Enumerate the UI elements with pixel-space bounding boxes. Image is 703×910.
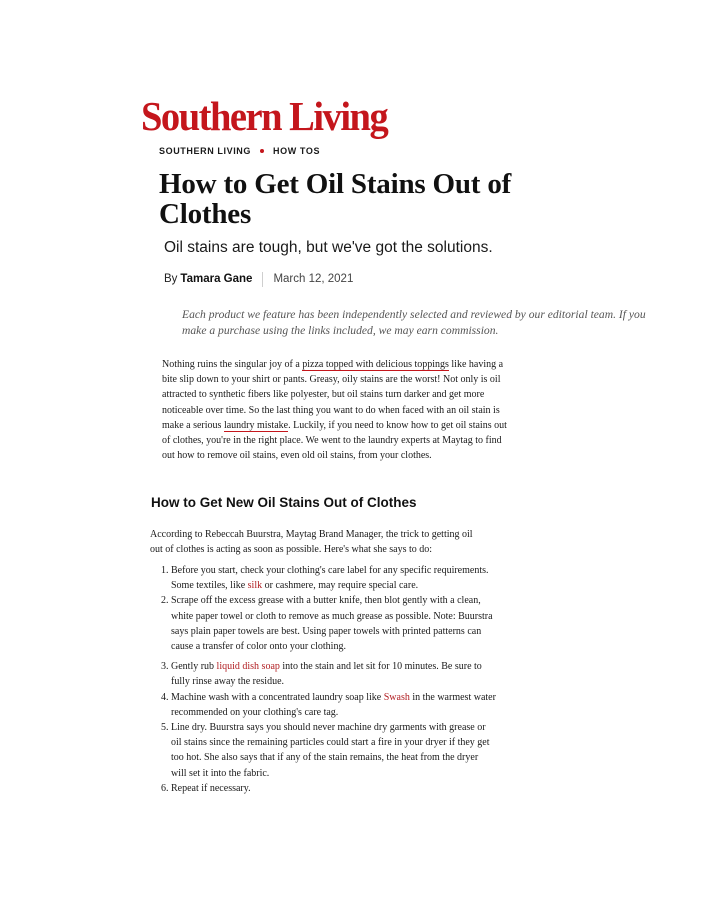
intro-text-1: Nothing ruins the singular joy of a <box>162 359 303 370</box>
step-text: Line dry. Buurstra says you should never machine dry garments with grease or oil stains since the remaining particles could start a fire in your dryer if they get too hot. She also says that if any of the stain remains, the heat from the dryer will set it into the fabric. <box>171 722 490 779</box>
step-text <box>171 659 496 689</box>
list-item <box>161 720 496 781</box>
laundry-mistake-link[interactable]: laundry mistake <box>223 419 289 431</box>
list-item <box>161 563 496 593</box>
list-item <box>161 690 496 720</box>
intro-paragraph <box>162 357 507 463</box>
step-text-after: or cashmere, may require special care. <box>262 580 419 592</box>
step-text: Repeat if necessary. <box>171 782 251 794</box>
intro-text-2: like having a bite slip down to your shirt or pants. Greasy, oily stains are the worst! Not only is oil attracted to synthetic fibers like polyester, but oil stains turn darker and get more noticeable over time. So the last thing you want to do when faced with an oil stain is make a serious <box>162 359 504 431</box>
step-number: 1. <box>161 565 169 576</box>
step-text-after: in the warmest water recommended on your clothing's care tag. <box>171 691 496 718</box>
step-text <box>171 563 496 593</box>
publish-date: March 12, 2021 <box>273 273 354 285</box>
intro-text-3: . Luckily, if you need to know how to get oil stains out of clothes, you're in the right place. We went to the laundry experts at Maytag to find out how to remove oil stains, even old oil stains, from your clothes. <box>162 419 507 462</box>
breadcrumb-item-how-tos[interactable]: HOW TOS <box>273 146 321 156</box>
affiliate-disclaimer: Each product we feature has been independently selected and reviewed by our editorial team. If you make a purchase using the links included, we may earn commission. <box>182 308 646 337</box>
step-text-after: into the stain and let sit for 10 minutes. Be sure to fully rinse away the residue. <box>171 661 482 688</box>
list-item <box>161 781 496 796</box>
breadcrumb <box>159 144 320 158</box>
section-intro-paragraph: According to Rebeccah Buurstra, Maytag Brand Manager, the trick to getting oil out of clothes is acting as soon as possible. Here's what she says to do: <box>150 529 473 556</box>
byline <box>164 271 353 287</box>
step-number: 2. <box>161 595 169 607</box>
author-link[interactable]: Tamara Gane <box>180 273 253 285</box>
step-text-before: Machine wash with a concentrated laundry soap like <box>171 691 384 703</box>
breadcrumb-item-southern-living[interactable]: SOUTHERN LIVING <box>159 146 252 156</box>
liquid-dish-soap-link[interactable]: liquid dish soap <box>216 661 280 673</box>
list-item <box>161 659 496 689</box>
article-subtitle: Oil stains are tough, but we've got the solutions. <box>164 239 493 256</box>
page-title: How to Get Oil Stains Out of Clothes <box>159 168 512 230</box>
step-number: 4. <box>161 691 169 703</box>
site-logo[interactable]: Southern Living <box>141 93 388 139</box>
byline-divider <box>262 272 263 287</box>
list-item <box>161 593 496 654</box>
swash-link[interactable]: Swash <box>383 691 410 703</box>
step-number: 5. <box>161 722 169 734</box>
step-text: Scrape off the excess grease with a butter knife, then blot gently with a clean, white paper towel or cloth to remove as much grease as possible. Note: Buurstra says plain paper towels are best. Using paper towels with printed patterns can cause a transfer of color onto your clothing. <box>171 595 493 653</box>
pizza-toppings-link[interactable]: pizza topped with delicious toppings <box>302 359 449 370</box>
step-text-before: Gently rub <box>171 661 217 673</box>
step-text-before: Before you start, check your clothing's care label for any specific requirements. Some textiles, like <box>171 565 489 592</box>
byline-prefix: By <box>164 273 178 285</box>
breadcrumb-separator-dot <box>260 149 264 153</box>
step-number: 6. <box>161 782 169 794</box>
steps-list <box>161 563 496 796</box>
section-heading: How to Get New Oil Stains Out of Clothes <box>151 495 417 510</box>
step-text <box>171 690 496 720</box>
silk-link[interactable]: silk <box>247 580 263 592</box>
step-number: 3. <box>161 661 169 673</box>
